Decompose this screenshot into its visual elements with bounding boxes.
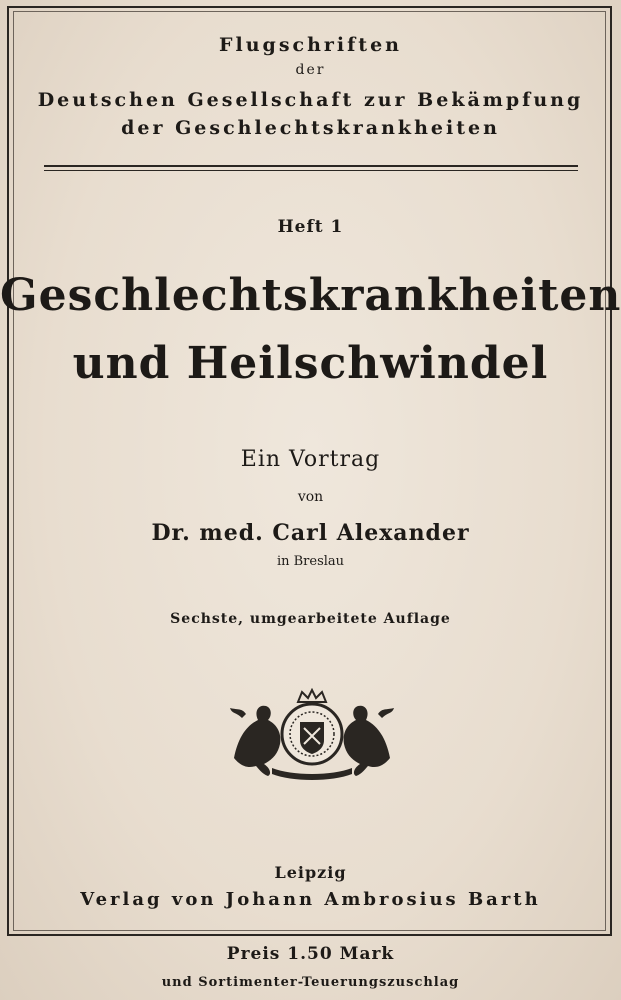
main-title-line1: Geschlechtskrankheiten — [0, 270, 621, 321]
main-title-line2: und Heilschwindel — [72, 338, 549, 389]
price-line: Preis 1.50 Mark — [226, 944, 395, 964]
edition-note: Sechste, umgearbeitete Auflage — [170, 611, 451, 627]
price-surcharge: und Sortimenter-Teuerungszuschlag — [161, 975, 460, 990]
series-society-line2: der Geschlechtskrankheiten — [121, 117, 500, 139]
by-word: von — [297, 489, 324, 505]
divider-rule-thin — [44, 170, 578, 171]
series-der: der — [295, 62, 326, 78]
subtitle: Ein Vortrag — [240, 447, 381, 472]
author-name: Dr. med. Carl Alexander — [151, 520, 470, 546]
imprint-city: Leipzig — [274, 863, 347, 882]
issue-number: Heft 1 — [277, 217, 344, 237]
imprint-publisher: Verlag von Johann Ambrosius Barth — [80, 889, 541, 910]
series-title: Flugschriften — [219, 34, 402, 56]
author-place: in Breslau — [276, 554, 345, 569]
divider-rule — [44, 165, 578, 167]
publisher-emblem-icon — [228, 688, 396, 780]
series-society-line1: Deutschen Gesellschaft zur Bekämpfung — [37, 89, 584, 111]
